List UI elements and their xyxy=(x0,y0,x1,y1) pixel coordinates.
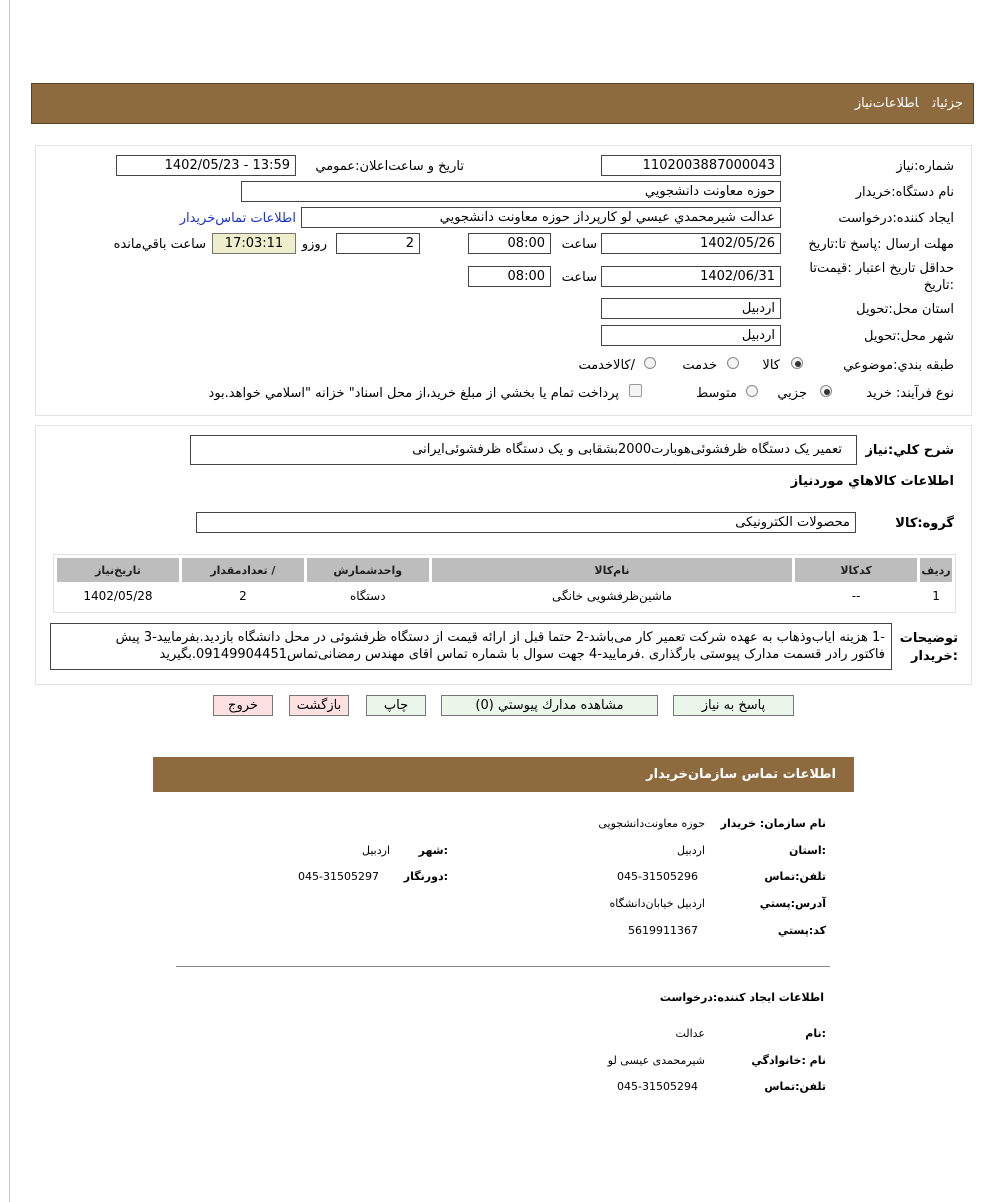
category-label: طبقه بندي:موضوعي xyxy=(843,358,954,373)
contact-city-value: اردبیل xyxy=(362,844,390,857)
creator-phone-label: تلفن:تماس xyxy=(764,1080,826,1093)
remaining-hours-label: ساعت باقي‌مانده xyxy=(113,237,206,252)
required-goods-title: اطلاعات كالاهاي موردنياز xyxy=(790,474,954,489)
contact-province-value: اردبیل xyxy=(677,844,705,857)
buyer-notes-line-2: فاکتور رادر قسمت مدارک پیوستی بارگذاری .فرمایید-4 جهت سوال با شماره تماس اقای مهندس رمضانی‌تماس09149904451.بگیرید xyxy=(159,647,885,662)
category-service-radio[interactable] xyxy=(727,357,739,369)
details-header-bar xyxy=(31,83,974,124)
process-medium-label: متوسط xyxy=(696,386,737,401)
buyer-notes-label-2: :خريدار xyxy=(911,649,958,664)
delivery-city-label: شهر محل:تحويل xyxy=(864,329,954,344)
cell-goods-code: -- xyxy=(851,589,861,603)
tab-details[interactable]: جزئيات xyxy=(932,96,963,111)
goods-table xyxy=(54,555,955,610)
col-goods-name: نام‌كالا xyxy=(432,558,792,582)
table-row xyxy=(57,585,952,607)
request-creator-label: ايجاد كننده:درخواست xyxy=(838,211,954,226)
delivery-city-field: اردبيل xyxy=(601,325,781,346)
contact-phone-value: 045-31505296 xyxy=(617,870,698,883)
col-goods-code: كدكالا xyxy=(795,558,917,582)
buyer-notes-box xyxy=(50,623,892,670)
announce-datetime-field: 1402/05/23 - 13:59 xyxy=(116,155,296,176)
days-label: روزو xyxy=(301,237,327,252)
creator-family-value: شیرمحمدی عیسی لو xyxy=(607,1054,705,1067)
contact-divider xyxy=(176,966,830,967)
process-medium-radio[interactable] xyxy=(746,385,758,397)
reply-deadline-date-field: 1402/05/26 xyxy=(601,233,781,254)
creator-name-label: :نام xyxy=(805,1027,826,1040)
remaining-time-timer: 17:03:11 xyxy=(212,233,296,254)
reply-deadline-label: مهلت ارسال :پاسخ تا:تاريخ xyxy=(808,237,954,252)
col-need-date: تاريخ‌نياز xyxy=(57,558,179,582)
contact-address-value: اردبیل خیابان‌دانشگاه xyxy=(609,897,705,910)
buyer-notes-label: توضيحات xyxy=(899,631,958,646)
contact-phone-label: تلفن:تماس xyxy=(764,870,826,883)
reply-deadline-time-field: 08:00 xyxy=(468,233,551,254)
buyer-contact-link[interactable]: اطلاعات تماس‌خريدار xyxy=(179,211,296,226)
buyer-contact-title: اطلاعات تماس سازمان‌خريدار xyxy=(646,767,836,782)
delivery-province-label: استان محل:تحويل xyxy=(856,302,954,317)
contact-province-label: :استان xyxy=(789,844,826,857)
price-validity-label: حداقل تاريخ اعتبار :قيمت‌تا xyxy=(809,261,954,276)
process-partial-radio[interactable] xyxy=(820,385,832,397)
creator-phone-value: 045-31505294 xyxy=(617,1080,698,1093)
buyer-org-label: نام دستگاه:خريدار xyxy=(855,185,954,200)
contact-address-label: آدرس:پستي xyxy=(759,897,826,910)
print-button[interactable]: چاپ xyxy=(366,695,426,716)
goods-table-header-row xyxy=(57,558,952,582)
validity-time-label: ساعت xyxy=(561,270,597,285)
creator-family-label: نام :خانوادگي xyxy=(751,1054,826,1067)
announce-datetime-label: تاريخ و ساعت‌اعلان:عمومي xyxy=(315,159,464,174)
price-validity-date-field: 1402/06/31 xyxy=(601,266,781,287)
cell-quantity: 2 xyxy=(239,589,247,603)
contact-fax-value: 045-31505297 xyxy=(298,870,379,883)
category-goods-label: كالا xyxy=(762,358,780,373)
buyer-org-name-label: نام سازمان: خريدار xyxy=(720,817,826,830)
tab-need-info[interactable]: اطلاعات‌نياز xyxy=(854,96,919,111)
need-number-field: 1102003887000043 xyxy=(601,155,781,176)
creator-name-value: عدالت xyxy=(675,1027,705,1040)
request-creator-field: عدالت شيرمحمدي عيسي لو كارپرداز حوزه معاونت دانشجويي xyxy=(301,207,781,228)
contact-postal-code-value: 5619911367 xyxy=(628,924,698,937)
reply-to-need-button[interactable]: پاسخ به نياز xyxy=(673,695,794,716)
contact-city-label: :شهر xyxy=(418,844,448,857)
cell-unit: دستگاه xyxy=(349,589,386,603)
deadline-time-label: ساعت xyxy=(561,237,597,252)
goods-group-field: محصولات الکترونیکی xyxy=(196,512,856,533)
request-creator-info-title: اطلاعات ايجاد كننده:درخواست xyxy=(659,991,824,1004)
buyer-org-field: حوزه معاونت دانشجويي xyxy=(241,181,781,202)
buyer-notes-line-1: -1 هزینه ایاب‌وذهاب به عهده شرکت تعمیر کار می‌باشد-2 حتما قبل از ارائه قیمت از دستگاه ظرفشوئی در محل دانشگاه بازدید.بفرمایید-3 پیش xyxy=(115,630,885,645)
delivery-province-field: اردبيل xyxy=(601,298,781,319)
view-attachments-button[interactable]: مشاهده مدارك پيوستي (0) xyxy=(441,695,658,716)
back-button[interactable]: بازگشت xyxy=(289,695,349,716)
category-goods-service-label: /كالاخدمت xyxy=(578,358,635,373)
header-tabs xyxy=(841,96,963,111)
col-unit: واحدشمارش xyxy=(307,558,429,582)
treasury-payment-checkbox[interactable] xyxy=(629,384,642,397)
category-goods-service-radio[interactable] xyxy=(644,357,656,369)
goods-table-frame xyxy=(53,554,956,613)
process-partial-label: جزيي xyxy=(777,386,807,401)
general-description-label: شرح كلي:نياز xyxy=(865,443,954,458)
goods-group-label: گروه:كالا xyxy=(895,516,954,531)
price-validity-label-2: :تاريخ xyxy=(923,278,954,293)
col-quantity: / تعدادمقدار xyxy=(182,558,304,582)
category-service-label: خدمت xyxy=(682,358,717,373)
buyer-org-name-value: حوزه معاونت‌دانشجویی xyxy=(598,817,705,830)
col-row-number: رديف xyxy=(920,558,952,582)
buyer-contact-header-bar xyxy=(153,757,854,792)
treasury-payment-note: پرداخت تمام يا بخشي از مبلغ خريد،از محل اسناد" خزانه "اسلامي خواهد.بود xyxy=(208,386,619,401)
price-validity-time-field: 08:00 xyxy=(468,266,551,287)
process-type-label: نوع فرآيند: خريد xyxy=(866,386,954,401)
cell-goods-name: ماشین‌ظرفشویی خانگی xyxy=(552,589,672,603)
remaining-days-field: 2 xyxy=(336,233,420,254)
exit-button[interactable]: خروج xyxy=(213,695,273,716)
cell-row-number: 1 xyxy=(932,589,940,603)
page-left-border xyxy=(9,0,10,1202)
general-description-field: تعمیر یک دستگاه ظرفشوئی‌هوبارت2000بشقابی و یک دستگاه ظرفشوئی‌ایرانی xyxy=(190,435,857,465)
need-number-label: شماره:نياز xyxy=(896,159,954,174)
cell-need-date: 1402/05/28 xyxy=(83,589,153,603)
category-goods-radio[interactable] xyxy=(791,357,803,369)
contact-fax-label: :دورنگار xyxy=(403,870,448,883)
contact-postal-code-label: كد:پستي xyxy=(777,924,826,937)
